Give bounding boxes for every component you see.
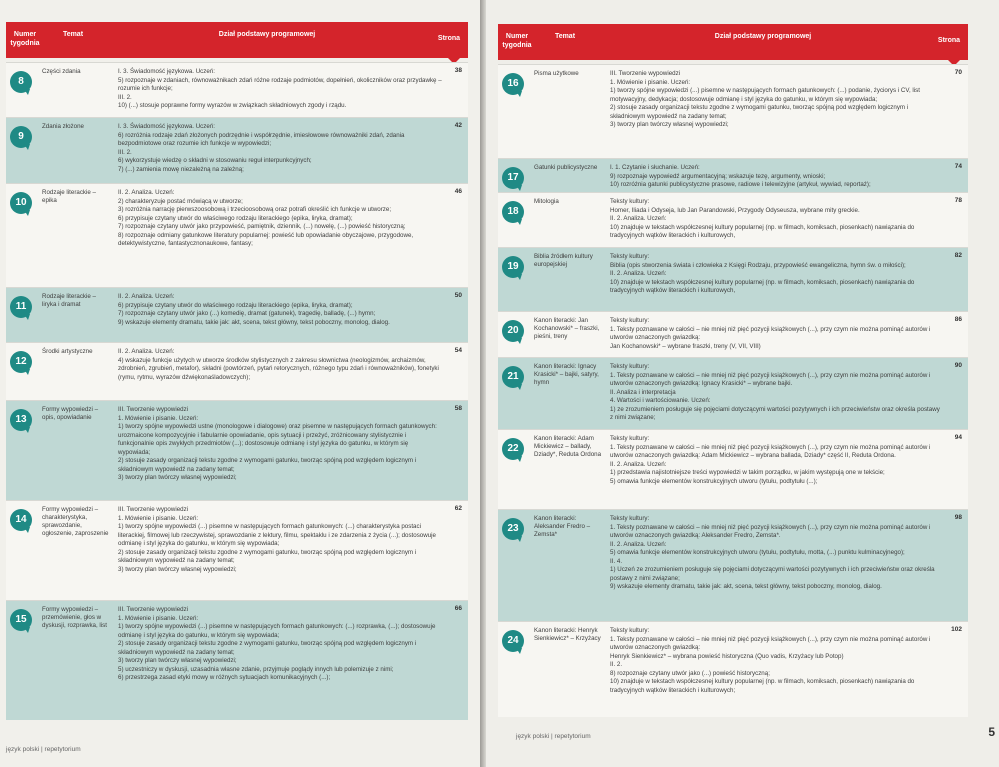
row-page: 50: [454, 292, 462, 299]
table-header: [6, 22, 468, 58]
row-page: 66: [454, 605, 462, 612]
content-line: II. 2. Analiza. Uczeń:: [610, 215, 667, 222]
content-line: 1. Mówienie i pisanie. Uczeń:: [118, 514, 199, 522]
table-row: [498, 311, 968, 357]
row-page: 42: [454, 122, 462, 129]
row-topic: Biblia źródłem kultury europejskiej: [534, 253, 593, 268]
header-page: Strona: [437, 35, 461, 42]
row-topic: Formy wypowiedzi – charakterystyka, sprawozdanie, ogłoszenie, zaproszenie: [42, 506, 109, 537]
row-topic: Formy wypowiedzi – przemówienie, głos w dyskusji, rozprawka, list: [42, 606, 107, 629]
footer-left: język polski | repetytorium: [6, 746, 81, 753]
content-line: II. 2. Analiza. Uczeń:: [118, 189, 175, 196]
table-row: [6, 183, 468, 287]
row-topic: Kanon literacki: Adam Mickiewicz – ballady, Dziady*, Reduta Ordona: [534, 435, 602, 458]
week-number-badge: 10: [10, 192, 32, 214]
content-line: Homer, Iliada i Odyseja, lub Jan Parandowski, Przygody Odyseusza, wybrane mity greckie.: [610, 206, 860, 214]
row-page: 90: [954, 362, 962, 369]
content-line: II. 2. Analiza. Uczeń:: [610, 270, 667, 277]
header-page: Strona: [937, 37, 961, 44]
content-line: 10) rozróżnia gatunki publicystyczne prasowe, radiowe i telewizyjne (artykuł, wywiad, reportaż);: [610, 181, 871, 188]
content-line: II. 2.: [610, 661, 623, 668]
row-content: [610, 70, 942, 130]
row-topic: Kanon literacki: Aleksander Fredro – Zemsta*: [534, 515, 591, 538]
content-line: 1) tworzy spójne wypowiedzi ustne (monologowe i dialogowe) oraz pisemne w następujących formach gatunkowych: urozmaicone kompozycyjnie i fabularnie opowiadanie, opis sytuacji i przeżyć, zróżnicowany stylistycznie i funkcjonalnie opis zwykłych przedmiotów (...); dostosowuje odmianę i styl języka do gatunku, w którym się wypowiada;: [118, 423, 437, 456]
content-line: III. Tworzenie wypowiedzi: [118, 506, 189, 513]
content-line: 4) wskazuje funkcje użytych w utworze środków stylistycznych z zakresu słownictwa (neologizmów, archaizmów, zdrobnień, zgrubień, metafor), składni (powtórzeń, pytań retorycznych, różnego typu zdań i równoważników), fonetyki (rymu, rytmu, wyrazów dźwiękonaśladowczych);: [118, 356, 439, 381]
content-line: 9) wskazuje elementy dramatu, takie jak: akt, scena, tekst główny, tekst poboczny, monolog, dialog.: [610, 583, 882, 590]
row-topic: Części zdania: [42, 68, 81, 75]
row-content: [118, 293, 442, 327]
content-line: 7) rozpoznaje czytany utwór jako (...) komedię, dramat (gatunek), tragedię, balladę, (...) hymn;: [118, 310, 376, 317]
content-line: 4. Wartości i wartościowanie. Uczeń:: [610, 397, 711, 404]
content-line: 1. Teksty poznawane w całości – nie mniej niż pięć pozycji książkowych (...), przy czym nie można pominąć autorów i utworów oznaczonych gwiazdką:: [610, 325, 931, 341]
table-row: [498, 509, 968, 621]
row-page: 74: [954, 163, 962, 170]
content-line: 1. Teksty poznawane w całości – nie mniej niż pięć pozycji książkowych (...), przy czym nie można pominąć autorów i utworów oznaczonych gwiazdką: Aleksander Fredro, Zemsta*.: [610, 523, 931, 539]
week-number-badge: 12: [10, 351, 32, 373]
content-line: 1. Teksty poznawane w całości – nie mniej niż pięć pozycji książkowych (...), przy czym nie można pominąć autorów i utworów oznaczonych gwiazdką:: [610, 635, 931, 651]
row-content: [610, 198, 942, 241]
row-page: 78: [954, 197, 962, 204]
content-line: 3) tworzy plan twórczy własnej wypowiedzi;: [610, 121, 729, 128]
content-line: 6) wykorzystuje wiedzę o składni w stosowaniu reguł interpunkcyjnych;: [118, 157, 312, 164]
content-line: 10) znajduje w tekstach współczesnej kultury popularnej (np. w filmach, komiksach, piosenkach) nawiązania do tradycyjnych wątków literackich i kulturowych,: [610, 223, 915, 239]
content-line: 1. Teksty poznawane w całości – nie mniej niż pięć pozycji książkowych (...), przy czym nie można pominąć autorów i utworów oznaczonych gwiazdką: Adam Mickiewicz – wybrana ballada, Dziady* część II, Reduta Ordona.: [610, 443, 931, 459]
content-line: Teksty kultury:: [610, 515, 650, 522]
header-week: Numer tygodnia: [502, 33, 532, 49]
content-line: Teksty kultury:: [610, 435, 650, 442]
table-rows: [498, 64, 968, 717]
table-row: [6, 117, 468, 183]
row-content: [610, 253, 942, 296]
content-line: 7) rozpoznaje czytany utwór jako przypowieść, pamiętnik, dziennik, (...) nowelę, (...) powieść historyczną;: [118, 223, 406, 230]
row-content: [610, 515, 942, 592]
week-number-badge: 9: [10, 126, 32, 148]
content-line: 5) omawia funkcje elementów konstrukcyjnych utworu (tytułu, podtytułu, motta, (...) punktu kulminacyjnego);: [610, 549, 905, 556]
row-content: [610, 435, 942, 486]
content-line: Biblia (opis stworzenia świata i człowieka z Księgi Rodzaju, przypowieść ewangeliczna, hymn św. o miłości);: [610, 261, 906, 269]
content-line: 6) przypisuje czytany utwór do właściwego rodzaju literackiego (epika, liryka, dramat);: [118, 214, 353, 222]
content-line: Teksty kultury:: [610, 363, 650, 370]
table-row: [6, 400, 468, 500]
content-line: 3) tworzy plan twórczy własnej wypowiedzi;: [118, 565, 237, 573]
week-number-badge: 24: [502, 630, 524, 652]
header-topic: Temat: [554, 33, 576, 40]
row-page: 38: [454, 67, 462, 74]
row-topic: Mitologia: [534, 198, 559, 205]
row-content: [118, 68, 442, 111]
content-line: 10) (...) stosuje poprawne formy wyrazów w związkach składniowych zgody i rządu.: [118, 102, 347, 109]
row-content: [118, 506, 442, 574]
header-week: Numer tygodnia: [10, 31, 40, 47]
content-line: I. 3. Świadomość językowa. Uczeń:: [118, 68, 215, 75]
week-number-badge: 11: [10, 296, 32, 318]
content-line: II. 2. Analiza. Uczeń:: [610, 460, 667, 468]
content-line: 1) tworzy spójne wypowiedzi (...) pisemne w następujących formach gatunkowych: (...) podanie, życiorys i CV, list motywacyjny, dedykacja; dostosowuje odmianę i styl języka do gatunku, w którym się wypowiada;: [610, 87, 920, 103]
content-line: 10) znajduje w tekstach współczesnej kultury popularnej (np. w filmach, komiksach, piosenkach) nawiązania do tradycyjnych wątków literackich i kulturowych;: [610, 678, 915, 694]
content-line: 5) rozpoznaje w zdaniach, równoważnikach zdań różne rodzaje podmiotów, dopełnień, okoliczników oraz przydawkę – rozumie ich funkcje;: [118, 76, 442, 92]
content-line: 1. Mówienie i pisanie. Uczeń:: [610, 78, 691, 86]
right-page: [486, 0, 999, 767]
content-line: 1. Mówienie i pisanie. Uczeń:: [118, 414, 199, 422]
content-line: 2) stosuje zasady organizacji tekstu zgodne z wymogami gatunku, tworząc spójną pod względem logicznym i składniowym wypowiedź na zadany temat;: [118, 457, 417, 473]
row-page: 46: [454, 188, 462, 195]
content-line: 3) tworzy plan twórczy własnej wypowiedzi;: [118, 657, 237, 664]
content-line: 3) rozróżnia narrację pierwszoosobową i trzecioosobową oraz potrafi określić ich funkcje w utworze;: [118, 206, 392, 213]
header-section: Dział podstawy programowej: [714, 33, 812, 40]
content-line: III. Tworzenie wypowiedzi: [118, 606, 189, 613]
content-line: 1) ze zrozumieniem posługuje się pojęciami dotyczącymi wartości pozytywnych i ich przeciwieństw oraz określa postawy z nimi związane;: [610, 405, 940, 421]
row-content: [610, 627, 942, 695]
content-line: Henryk Sienkiewicz* – wybrana powieść historyczna (Quo vadis, Krzyżacy lub Potop): [610, 652, 844, 660]
week-number-badge: 14: [10, 509, 32, 531]
content-line: 5) uczestniczy w dyskusji, uzasadnia własne zdanie, przyjmuje poglądy innych lub polemizuje z nimi;: [118, 665, 394, 673]
row-content: [610, 164, 942, 190]
content-line: Teksty kultury:: [610, 253, 650, 260]
content-line: 1) tworzy spójne wypowiedzi (...) pisemne w następujących formach gatunkowych: (...) charakterystyka postaci literackiej, filmowej lub rzeczywistej, sprawozdanie z lektury, filmu, spektaklu i ze zdarzenia z życia (...); dostosowuje odmianę i styl języka do gatunku, w którym się wypowiada;: [118, 523, 436, 547]
week-number-badge: 16: [502, 73, 524, 95]
table-row: [498, 247, 968, 311]
row-content: [610, 317, 942, 351]
content-line: Jan Kochanowski* – wybrane fraszki, treny (V, VII, VIII): [610, 342, 761, 350]
content-line: 2) charakteryzuje postać mówiącą w utworze;: [118, 197, 243, 205]
content-line: II. Analiza i interpretacja: [610, 388, 676, 396]
row-content: [610, 363, 942, 423]
content-line: II. 2. Analiza. Uczeń:: [118, 348, 175, 355]
content-line: 5) omawia funkcje elementów konstrukcyjnych utworu (tytułu, podtytułu (...);: [610, 477, 818, 485]
table-row: [498, 64, 968, 158]
week-number-badge: 21: [502, 366, 524, 388]
table-row: [498, 621, 968, 717]
table-header: [498, 24, 968, 60]
table-row: [498, 158, 968, 192]
table-row: [6, 342, 468, 400]
week-number-badge: 15: [10, 609, 32, 631]
row-topic: Kanon literacki: Jan Kochanowski* – fraszki, pieśni, treny: [534, 317, 600, 340]
week-number-badge: 19: [502, 256, 524, 278]
row-topic: Pisma użytkowe: [534, 70, 579, 77]
content-line: II. 2. Analiza. Uczeń:: [118, 293, 175, 300]
content-line: 7) (...) zamienia mowę niezależną na zależną;: [118, 165, 244, 173]
row-page: 62: [454, 505, 462, 512]
content-line: III. 2.: [118, 93, 132, 101]
row-topic: Zdania złożone: [42, 123, 84, 130]
week-number-badge: 13: [10, 409, 32, 431]
content-line: 6) przypisuje czytany utwór do właściwego rodzaju literackiego (epika, liryka, dramat);: [118, 301, 353, 309]
row-content: [118, 348, 442, 382]
content-line: 2) stosuje zasady organizacji tekstu zgodne z wymogami gatunku, tworząc spójną pod względem logicznym i składniowym wypowiedź na zadany temat;: [610, 104, 909, 120]
table-row: [6, 62, 468, 117]
content-line: 9) wskazuje elementy dramatu, takie jak: akt, scena, tekst główny, tekst poboczny, monolog, dialog.: [118, 318, 390, 326]
content-line: 6) przestrzega zasad etyki mowy w różnych sytuacjach komunikacyjnych (...);: [118, 674, 331, 681]
header-topic: Temat: [62, 31, 84, 38]
page-number: 5: [988, 725, 995, 739]
row-page: 98: [954, 514, 962, 521]
content-line: 1) Uczeń ze zrozumieniem posługuje się pojęciami dotyczącymi wartości pozytywnych i ich przeciwieństw oraz określa postawy z nimi związane;: [610, 566, 935, 582]
header-section: Dział podstawy programowej: [218, 31, 316, 38]
week-number-badge: 22: [502, 438, 524, 460]
week-number-badge: 23: [502, 518, 524, 540]
content-line: 2) stosuje zasady organizacji tekstu zgodne z wymogami gatunku, tworząc spójną pod względem logicznym i składniowym wypowiedź na zadany temat;: [118, 548, 417, 564]
week-number-badge: 8: [10, 71, 32, 93]
content-line: III. Tworzenie wypowiedzi: [118, 406, 189, 413]
week-number-badge: 18: [502, 201, 524, 223]
row-page: 86: [954, 316, 962, 323]
row-page: 70: [954, 69, 962, 76]
content-line: 3) tworzy plan twórczy własnej wypowiedzi;: [118, 474, 237, 481]
row-content: [118, 606, 442, 683]
row-topic: Formy wypowiedzi – opis, opowiadanie: [42, 406, 99, 421]
content-line: Teksty kultury:: [610, 317, 650, 324]
row-topic: Rodzaje literackie – epika: [42, 189, 96, 204]
left-page: [0, 0, 480, 767]
row-topic: Kanon literacki: Henryk Sienkiewicz* – Krzyżacy: [534, 627, 601, 642]
content-line: 6) rozróżnia rodzaje zdań złożonych podrzędnie i współrzędnie, imiesłowowe równoważniki zdań, zdania bezpodmiotowe oraz rozumie ich funkcje w wypowiedzi;: [118, 131, 405, 147]
content-line: 1. Mówienie i pisanie. Uczeń:: [118, 614, 199, 622]
table-row: [498, 429, 968, 509]
content-line: III. 2.: [118, 148, 132, 156]
table-row: [498, 192, 968, 247]
content-line: I. 3. Świadomość językowa. Uczeń:: [118, 123, 215, 130]
table-row: [6, 287, 468, 342]
content-line: II. 4.: [610, 557, 623, 565]
content-line: 1. Teksty poznawane w całości – nie mniej niż pięć pozycji książkowych (...), przy czym nie można pominąć autorów i utworów oznaczonych gwiazdką: Ignacy Krasicki* – wybrane bajki.: [610, 371, 931, 387]
content-line: 8) rozpoznaje odmiany gatunkowe literatury popularnej: powieść lub opowiadanie obyczajowe, przygodowe, detektywistyczne, fantastycznonaukowe, fantasy;: [118, 231, 414, 247]
row-page: 54: [454, 347, 462, 354]
week-number-badge: 17: [502, 167, 524, 189]
row-topic: Środki artystyczne: [42, 348, 93, 355]
curriculum-table-left: [6, 22, 468, 744]
row-page: 102: [951, 626, 962, 633]
week-number-badge: 20: [502, 320, 524, 342]
content-line: 9) rozpoznaje wypowiedź argumentacyjną; wskazuje tezę, argumenty, wnioski;: [610, 172, 826, 180]
table-row: [6, 600, 468, 720]
row-page: 82: [954, 252, 962, 259]
content-line: 8) rozpoznaje czytany utwór jako (...) powieść historyczną;: [610, 669, 770, 677]
footer-right: język polski | repetytorium: [516, 733, 591, 740]
row-topic: Gatunki publicystyczne: [534, 164, 598, 171]
row-page: 94: [954, 434, 962, 441]
table-rows: [6, 62, 468, 720]
content-line: Teksty kultury:: [610, 198, 650, 205]
content-line: 1) przedstawia najistotniejsze treści wypowiedzi w takim porządku, w jakim występują one w tekście;: [610, 469, 885, 476]
content-line: II. 2. Analiza. Uczeń:: [610, 540, 667, 548]
row-content: [118, 406, 442, 483]
content-line: 1) tworzy spójne wypowiedzi (...) pisemne w następujących formach gatunkowych: (...) rozprawka, (...); dostosowuje odmianę i styl języka do gatunku, w którym się wypowiada;: [118, 623, 436, 639]
content-line: 2) stosuje zasady organizacji tekstu zgodne z wymogami gatunku, tworząc spójną pod względem logicznym i składniowym wypowiedź na zadany temat;: [118, 640, 417, 656]
content-line: Teksty kultury:: [610, 627, 650, 634]
row-page: 58: [454, 405, 462, 412]
row-topic: Kanon literacki: Ignacy Krasicki* – bajki, satyry, hymn: [534, 363, 599, 386]
content-line: I. 1. Czytanie i słuchanie. Uczeń:: [610, 164, 700, 171]
row-content: [118, 189, 442, 249]
content-line: III. Tworzenie wypowiedzi: [610, 70, 681, 77]
content-line: 10) znajduje w tekstach współczesnej kultury popularnej (np. w filmach, komiksach, piosenkach) nawiązania do tradycyjnych wątków literackich i kulturowych,: [610, 278, 915, 294]
curriculum-table-right: [498, 24, 968, 724]
table-row: [498, 357, 968, 429]
row-topic: Rodzaje literackie – liryka i dramat: [42, 293, 96, 308]
table-row: [6, 500, 468, 600]
row-content: [118, 123, 442, 174]
